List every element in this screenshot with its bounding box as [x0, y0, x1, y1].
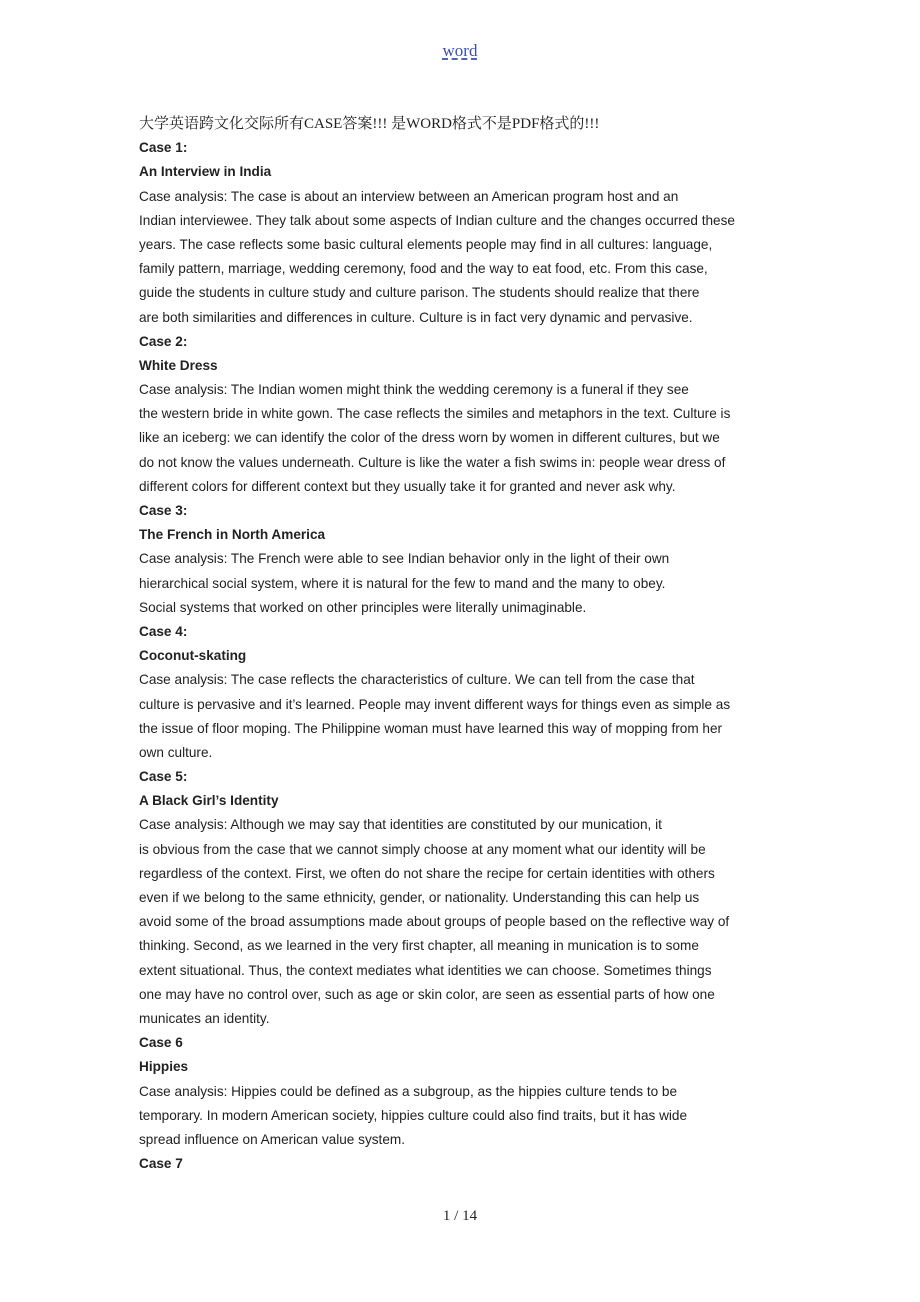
case-heading: Case 6: [139, 1035, 183, 1051]
paragraph-line: Case analysis: The French were able to see Indian behavior only in the light of their own: [139, 551, 670, 567]
paragraph-line: family pattern, marriage, wedding ceremony, food and the way to eat food, etc. From this case,: [139, 261, 708, 277]
paragraph-line: Indian interviewee. They talk about some aspects of Indian culture and the changes occurred these: [139, 212, 735, 228]
paragraph-line: Case analysis: Although we may say that identities are constituted by our munication, it: [139, 817, 662, 833]
paragraph-line: like an iceberg: we can identify the color of the dress worn by women in different cultures, but we: [139, 430, 720, 446]
paragraph-line: temporary. In modern American society, hippies culture could also find traits, but it has wide: [139, 1107, 688, 1123]
paragraph-line: guide the students in culture study and culture parison. The students should realize that there: [139, 285, 700, 301]
paragraph-line: Case analysis: The case is about an interview between an American program host and an: [139, 188, 679, 204]
paragraph-line: regardless of the context. First, we often do not share the recipe for certain identities with others: [139, 865, 715, 881]
paragraph-line: Social systems that worked on other principles were literally unimaginable.: [139, 599, 587, 615]
paragraph-line: municates an identity.: [139, 1010, 270, 1026]
case-heading: A Black Girl’s Identity: [139, 793, 279, 809]
paragraph-line: different colors for different context but they usually take it for granted and never ask why.: [139, 478, 676, 494]
paragraph-line: Case analysis: The Indian women might think the wedding ceremony is a funeral if they see: [139, 382, 689, 398]
case-heading: Case 3:: [139, 503, 188, 518]
paragraph-line: avoid some of the broad assumptions made about groups of people based on the reflective way of: [139, 914, 730, 930]
paragraph-line: thinking. Second, as we learned in the very first chapter, all meaning in munication is to some: [139, 938, 699, 954]
page-number: 1 / 14: [442, 1208, 478, 1224]
paragraph-line: years. The case reflects some basic cultural elements people may find in all cultures: language,: [139, 236, 713, 252]
case-heading: The French in North America: [139, 527, 326, 543]
case-heading: Hippies: [139, 1059, 189, 1075]
paragraph-line: hierarchical social system, where it is natural for the few to mand and the many to obey.: [139, 575, 666, 591]
paragraph-line: the western bride in white gown. The case reflects the similes and metaphors in the text. Culture is: [139, 406, 731, 422]
paragraph-line: is obvious from the case that we cannot simply choose at any moment what our identity will be: [139, 841, 706, 857]
case-heading: Case 1:: [139, 140, 188, 156]
case-heading: Case 5:: [139, 769, 188, 785]
paragraph-line: do not know the values underneath. Culture is like the water a fish swims in: people wear dress of: [139, 454, 726, 470]
document-title: 大学英语跨文化交际所有CASE答案!!! 是WORD格式不是PDF格式的!!!: [139, 116, 600, 132]
paragraph-line: Case analysis: Hippies could be defined as a subgroup, as the hippies culture tends to be: [139, 1083, 678, 1099]
paragraph-line: spread influence on American value system.: [139, 1131, 405, 1147]
header-word-link-text[interactable]: word: [442, 41, 478, 60]
paragraph-line: Case analysis: The case reflects the characteristics of culture. We can tell from the case that: [139, 672, 695, 688]
case-heading: Coconut-skating: [139, 648, 247, 664]
case-heading: Case 4:: [139, 623, 188, 639]
document-body: [139, 112, 759, 1176]
paragraph-line: one may have no control over, such as age or skin color, are seen as essential parts of how one: [139, 986, 715, 1002]
case-heading: Case 7: [139, 1156, 183, 1172]
paragraph-line: culture is pervasive and it’s learned. People may invent different ways for things even as simple as: [139, 696, 731, 712]
header-word-link[interactable]: [0, 40, 920, 62]
case-heading: White Dress: [139, 357, 218, 373]
paragraph-line: even if we belong to the same ethnicity, gender, or nationality. Understanding this can help us: [139, 890, 700, 905]
case-heading: An Interview in India: [139, 164, 272, 180]
case-heading: Case 2:: [139, 333, 188, 349]
paragraph-line: the issue of floor moping. The Philippine woman must have learned this way of mopping from her: [139, 720, 723, 736]
paragraph-line: own culture.: [139, 744, 213, 760]
paragraph-line: are both similarities and differences in culture. Culture is in fact very dynamic and pervasive.: [139, 309, 693, 325]
paragraph-line: extent situational. Thus, the context mediates what identities we can choose. Sometimes things: [139, 962, 712, 978]
